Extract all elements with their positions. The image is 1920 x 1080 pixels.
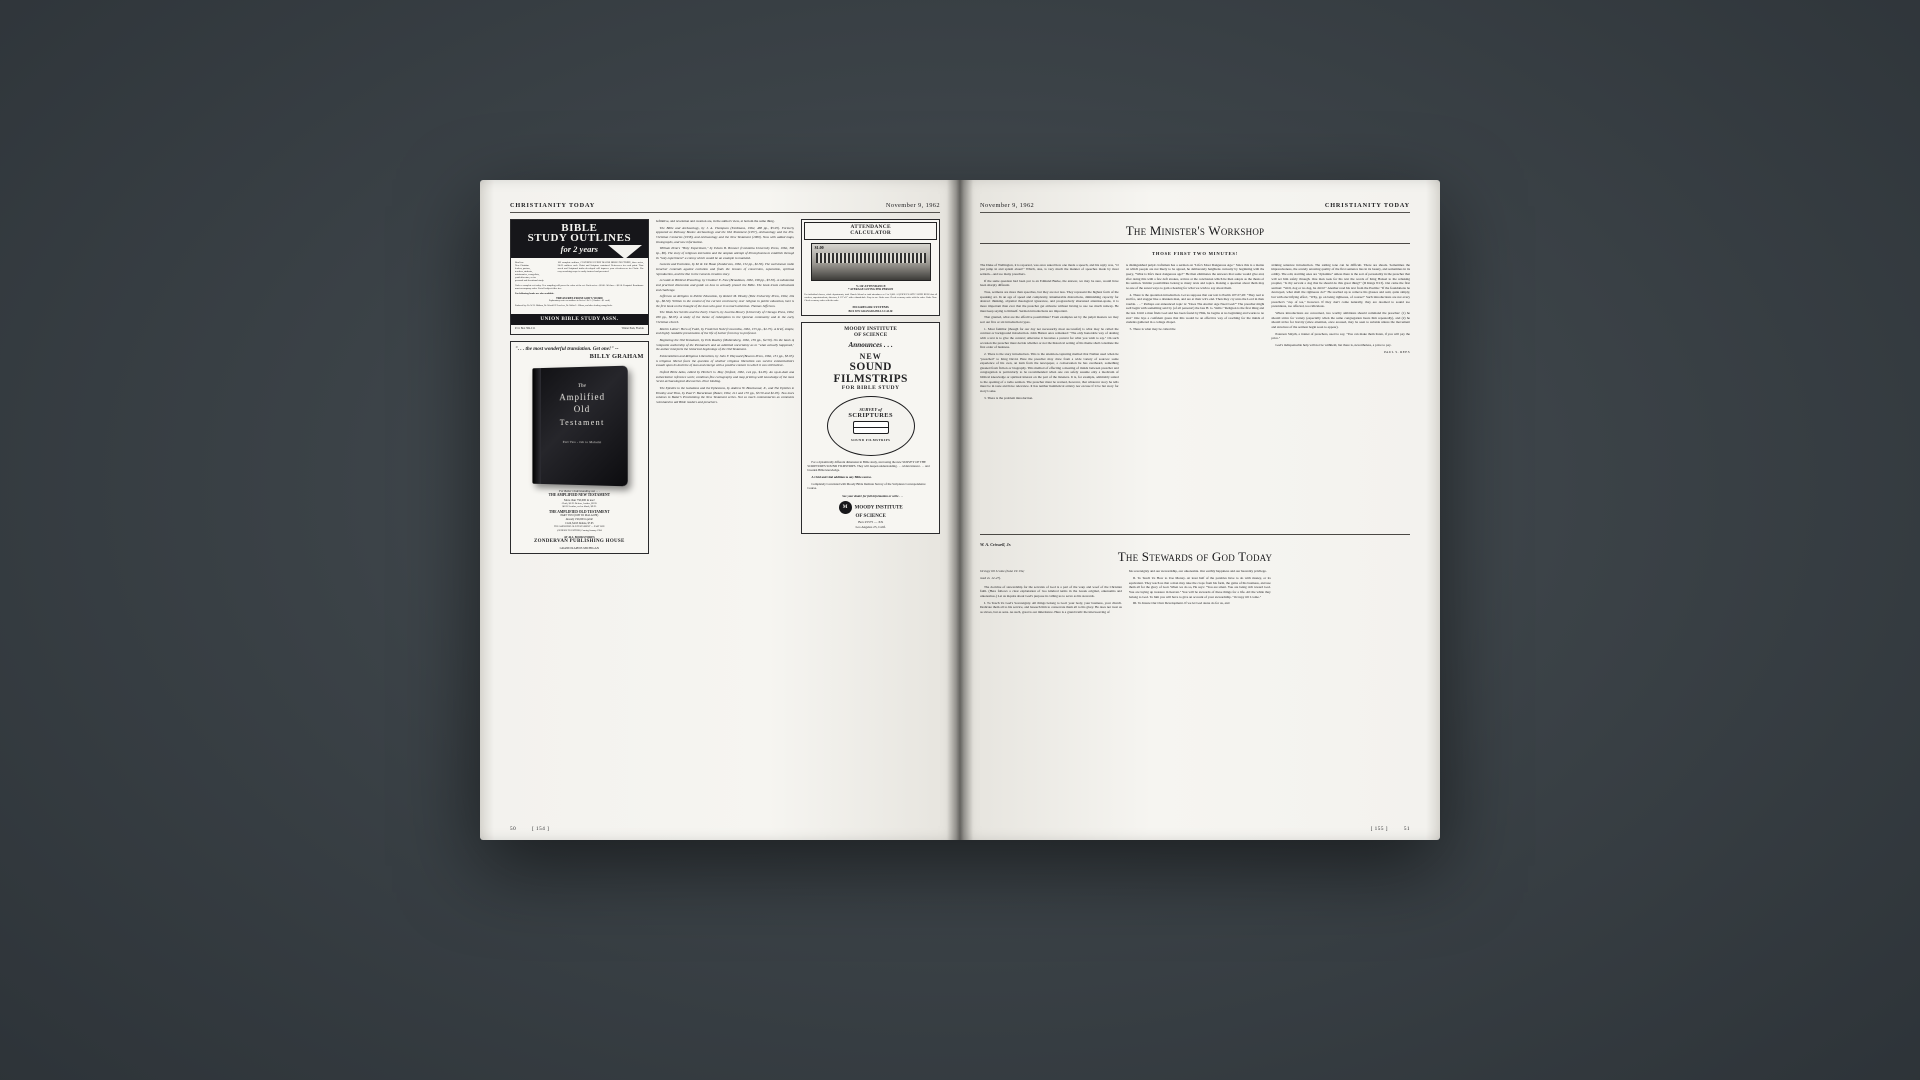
- ad-attendance-body: For individual classes, whole departments, total Church School or total attendance or 2 to 2,000. A QUICK PLASTIC SLIDE RULE that all workers, superintendents, directors, 8 1/2"x11" with a thumb-hole. Easy to use. Order now. Check or money order with the order. Order Now. Check or money order with the order.: [804, 294, 938, 302]
- ad-amplified-item1-sub: More than 750,000 in use!: [564, 497, 595, 502]
- ad-amplified-quote: ". . . the most wonderful translation. Get one!" --: [515, 345, 619, 352]
- seal-line3: SCRIPTURES: [848, 411, 893, 419]
- article-paragraph: The Duke of Wellington, it is reported, was once asked how one made a speech, and his reply was, "O just jump in and splash about!" Which, alas, is very much the manner of speeches made by most seldom—and too many preachers.: [980, 262, 1119, 276]
- ad-bible-study-col2: 102 complete outlines, COVERING EVERY MAJOR BIBLE DOCTRINE, three series, 24-25 outlines each. Christ and Scripture contained. References for each point. Time saved and Scriptural truths developed will improve your effectiveness for Christ. Use easy-searching scope in easily fortered and presented.: [557, 261, 644, 274]
- ad-amplified-item2-note: THE AMPLIFIED OLD TESTAMENT — PART ONE: [554, 526, 605, 529]
- feature1-column-3: [1271, 263, 1410, 528]
- ad-bible-study-line1: BIBLE: [561, 222, 598, 234]
- article-paragraph: Paterson Smyth, a trainer of preachers, used to say, "You can make them listen, if you will pay the price.": [1271, 331, 1411, 341]
- ad-attendance-title1: ATTENDANCE: [850, 224, 891, 230]
- feature2-byline: W. A. Criswell, Jr.: [980, 542, 1012, 548]
- ad-amplified-tagline: For Better Understanding use . . .: [559, 488, 600, 493]
- seal-line1: SURVEY of: [859, 407, 882, 413]
- magazine-spread: [480, 180, 1440, 840]
- open-book-icon: [853, 421, 889, 434]
- feature1-signoff: PAUL S. REES: [1384, 349, 1411, 354]
- feature2-epigraph-line1: Occupy till I come (Luke 19:13a;: [980, 569, 1025, 574]
- article-paragraph: Where introductions are concerned, two worthy ambitions should command the preacher: (1) he should strive for variety (especially when the same congregation hears him repeatedly), and (2) he should strive for brevity (since attention, once aroused, may be seen to subside unless the movement and structure of the sermon begin soon to appear).: [1271, 310, 1411, 329]
- feature-subtitle: THOSE FIRST TWO MINUTES!: [1151, 250, 1239, 256]
- ad-amplified-item2: THE AMPLIFIED OLD TESTAMENT: [549, 509, 610, 514]
- article-paragraph: 1. Most familiar (though for our day not necessarily most successful) is what may be called the contrast or background introduction. John Hutton once remarked: "The only honorable way of dealing with a text is to give the context; otherwise it becomes a pretext for what you wish to say." On such occasion the preacher must decide whether or not the historical setting of his theme shall constitute the first order of business.: [980, 326, 1119, 350]
- ad-bible-study-line2: STUDY OUTLINES: [527, 232, 632, 245]
- article-paragraph: That granted, what are the effective possibilities? From examples set by the pulpit masters we may sort out five or six introduction types.: [980, 315, 1119, 324]
- ad-attendance-address: BOX 3072 GRANADA HILLS CALIF.: [848, 309, 893, 313]
- review-paragraph: Oxford Bible Atlas, edited by Herbert G. May (Oxford, 1962, 144 pp., $4.95). An up-to-date and authoritative reference work; combines fine cartography and map printing with knowledge of the most recent archaeological discoveries. Poor binding.: [655, 369, 795, 384]
- left-column-ads: [510, 219, 649, 809]
- review-paragraph: The Epistles to the Galatians and the Ephesians, by Andrew W. Blackwood, Jr., and The Epistles to Timothy and Titus, by Paul F. Barackman (Baker, 1962, 211 and 155 pp., $3.50 and $2.95). Two more volumes in Baker's Proclaiming the New Testament series. Not so much commentaries as comments calculated to aid Bible readers and preachers.: [655, 385, 795, 404]
- review-paragraph: A Guide to Biblical Preaching, by Chalmer E. Faw (Broadman, 1962, 198 pp., $3.50). A substantial and practical discussion and guide on how to actually preach the Bible. The book treats enthusiasm and challenge.: [655, 278, 795, 292]
- left-page: [480, 180, 960, 840]
- ad-amplified-item1: THE AMPLIFIED NEW TESTAMENT: [548, 492, 611, 497]
- ad-attendance-company: MCGREGOR SYSTEMS: [852, 304, 889, 309]
- article-paragraph: striking sentence introduction. The sailing tone can be difficult. There are shoals. Sometimes the impressiveness, the acutely arresting quality of the first sentence lies in its beauty, and sometimes in its oddity. The odd, startling ones are "dynamite" unless there is the sort of personality in the preacher that will set him safely through. One man took for his text the words of King Hansel to the rebuking prophet, "Is thy servant a dog that he should do this great thing?" (II Kings 8:13). Out came the first sermon: "Well, dog or no dog, he did it!" Another read his text from the Psalms: "If the foundations be destroyed, what shall the righteous do?" He reached up to remove his glasses and said, quite simply, but with electrifying effect, "Why, go on being righteous, of course!" Such introductions are not every preacher's "cup of tea," however. If they don't come naturally, they are doomed to sound too pretentious, too affected, too ridiculous.: [1271, 262, 1411, 309]
- review-paragraph: Martin Luther: Hero of Faith, by Frederick Nohl (Concordia, 1962, 155 pp., $2.75). A brief, simple, and highly readable presentation of the life of Luther from boy to professor.: [655, 326, 795, 336]
- ad-bible-study-endorsements: Endorsed by: Dr. W. B. Oldham, Dr. Wendell P. Loveless, Dr. Walter L. Wilson, and other leading evangelicals.: [515, 304, 613, 307]
- book-illustration: [533, 365, 628, 486]
- moody-logo-icon: M: [839, 501, 852, 514]
- ad-moody-city: Los Angeles 25, Calif.: [855, 524, 886, 529]
- ad-bible-study-note3: Explanatory notes on outlines in Series 1 & 2. (3 books—$1 each): [548, 299, 610, 302]
- article-paragraph: III. To Insure Our Own Development. If we let God alone do for us, and: [1132, 601, 1230, 606]
- book-title-line4: Testament: [559, 417, 606, 427]
- ad-moody-new: NEW: [859, 352, 882, 362]
- calculator-illustration: [811, 243, 931, 281]
- divider: [980, 243, 1410, 244]
- ad-bible-study-line3: for 2 years: [560, 243, 598, 254]
- review-paragraph: Beginning the Old Testament, by Erik Routley (Muhlenberg, 1962, 159 pp., $2.50). On the basis of composite authorship of the Pentateuch and an admitted uncertainty as to "what actually happened," the author interprets the historical beginnings of the Old Testament.: [655, 337, 795, 352]
- article-paragraph: 5. There is what may be called the: [1129, 326, 1176, 331]
- ad-amplified-item1-price2: $6.95 Leather, red or black, $9.95: [562, 505, 597, 509]
- book-title-line2: Amplified: [559, 390, 606, 402]
- survey-seal-icon: [827, 396, 915, 456]
- left-running-head-date: November 9, 1962: [885, 202, 940, 209]
- feature2-column-1: [980, 569, 1122, 799]
- ad-amplified-item2-sub: PART TWO (JOB TO MALACHI): [560, 514, 599, 518]
- ad-bible-study-company: UNION BIBLE STUDY ASSN.: [511, 314, 648, 325]
- feature1-column-1: [980, 263, 1119, 528]
- review-paragraph: The Bible and Archaeology, by J. A. Thompson (Eerdmans, 1962, 468 pp., $5.95). Formerly appeared as Pathway Books: Archaeology and the Old Testament (1957), Archaeology and the Pre-Christian Centuries (1958), and Archaeology and the New Testament (1960). Now with added maps, photographs, and new information.: [655, 225, 795, 244]
- ad-moody-announces: Announces . . .: [848, 341, 893, 350]
- ad-amplified-city: GRAND RAPIDS MICHIGAN: [559, 545, 600, 550]
- ad-moody-institute[interactable]: [801, 322, 940, 534]
- ad-moody-p4: See your dealer for full information or write . . .: [842, 493, 904, 498]
- ad-amplified-item2-sub2: Already 150,000 in print!: [565, 518, 594, 522]
- ad-bible-study-col3: Order a complete set today. Or a sampling will prove the value of the set. Each series—$2.00. All three—$5.50. Postpaid. Remittance must accompany order. List all subject titles free.: [515, 284, 644, 291]
- right-page: [960, 180, 1440, 840]
- book-title-line3: Old: [574, 403, 591, 414]
- feature2-epigraph-line2: read vv. 12-27).: [980, 576, 1001, 581]
- feature2-columns: [980, 569, 1410, 799]
- article-paragraph: A distinguished pulpit craftsman has a sermon on "Life's Most Dangerous Age." Since this is a matter on which people are not likely to be agreed, he deliberately heightens curiosity by beginning with the query, "What is life's most dangerous age?" He then eliminates the answers that some would give and, after doing this with a few deft strokes, arrives at the conclusion which he then adopts as the thesis of his sermon. Similar possibilities belong to many texts and topics. Raising a question about them may be one of the surest ways to gain a hearing for what we wish to say about them.: [1125, 262, 1265, 290]
- feature-title-stewards-of-god: The Stewards of God Today: [1117, 549, 1273, 565]
- review-paragraph: definitive, and revelation and creation are, in the author's view, at bottom the same thing.: [655, 219, 775, 223]
- ad-attendance-sub2: * AVERAGE GIVING PER PERSON: [848, 288, 894, 292]
- review-paragraph: Genesis and Evolution, by M. R. De Haan (Zondervan, 1962, 152 pp., $2.50). The well-known radio preacher contends against evolution and finds the lessons of conversion, separation, spiritual reproduction, and the like in the Genesis creation story.: [655, 262, 795, 276]
- article-paragraph: his sovereignty and our stewardship, our oikonomia. Our earthly happiness and our heavenly privilege.: [1128, 569, 1267, 574]
- ad-bible-study-banner: [511, 220, 648, 258]
- feature-title-ministers-workshop: The Minister's Workshop: [1125, 223, 1265, 238]
- feature2-column-2: [1129, 569, 1271, 799]
- ad-amplified-item1-price: Cloth, $5.95 Deluxe, leather, $9.95: [561, 501, 597, 505]
- article-paragraph: II. To Teach Us How to Use Money. At least half of the parables have to do with money, or its equivalent. They teach us that a man may take the crops from his farm, the gains of his business, and use them all for the glory of God. When we do so, He says: "You are smart. You are being rich toward God. You are laying up treasure in heaven." You will be stewards of these things for a life. All the while they belong to God. To him you will have to give an account of your stewardship. "Occupy till I come.": [1128, 576, 1271, 599]
- article-paragraph: The doctrine of stewardship for the servants of God is a part of the warp and woof of the Christian faith. (Here follows a clear explanation of two kindred terms in the Greek original, oikonomia and oikonomos.) Let us inquire about God's purpose in calling us to serve as his stewards.: [980, 584, 1122, 598]
- divider: [980, 534, 1410, 535]
- ad-bible-study-po-box: P. O. Box 384-C11: [515, 326, 536, 330]
- review-paragraph: William Penn's "Holy Experiment," by Edwin B. Bronner (Columbia University Press, 1962, 306 pp., $6). The story of religious toleration and the utopian attempt of Pennsylvania to establish through its "holy experiment" a colony which would be an example to mankind.: [655, 246, 795, 260]
- article-paragraph: God's indispensable help will not be withheld, but there is, nevertheless, a price to pay.: [1275, 343, 1392, 347]
- left-running-head: [510, 202, 940, 213]
- ad-moody-big1: SOUND: [849, 361, 892, 374]
- ad-attendance-price: $1.00: [814, 244, 824, 250]
- right-running-head: [980, 202, 1410, 213]
- article-paragraph: 4. There is the quotation introduction. Let us suppose that our text is Psalm 107:27,28: "They reel to and fro, and stagger like a drunken man, and are at their wit's end. Then they cry unto the Lord in their trouble. . . ." Perhaps our announced topic is: "Does The Atomic Age Need God?" The preacher might well begin with something said by (of all persons!) the late H. G. Wells: "Religion is the first thing and the last. Until a man finds God and has been found by Him, he begins at no beginning and works to no end." One lays a confident guess that this would be an effective way of reaching for the minds of students gathered in a college chapel.: [1125, 292, 1265, 325]
- left-column-ads-2: [801, 219, 940, 809]
- article-paragraph: 2. There is the story introduction. This is the attention-capturing method that Nathan used when he "preached" to King David. Here the preacher may draw from a wide variety of sources: some experience of his own, an item from the newspaper, a conversation he has overheard, something gleaned from fiction or biography. This method of effecting a meeting of minds between preacher and congregation is particularly to be recommended when one can safely assume only a modicum of biblical knowledge or spiritual interest on the part of the listeners. It is, for example, admirably suited to the opening of a radio sermon. The preacher must be warned, however, that whatever story he tells must be in taste and have relevance. It has neither homiletical artistry nor excuse if it be but story for story's sake.: [980, 351, 1119, 393]
- right-folio-bracket: [ 155 ]: [1370, 826, 1388, 832]
- seal-line4: SOUND FILMSTRIPS: [850, 438, 891, 443]
- ad-amplified-store: AT ALL BOOKSTORES: [563, 534, 595, 539]
- ad-amplified-bible[interactable]: [510, 341, 649, 554]
- ad-amplified-endorser: BILLY GRAHAM: [589, 352, 644, 360]
- ad-moody-foot1: MOODY INSTITUTE: [854, 505, 903, 511]
- slide-rule-scale: [816, 253, 926, 263]
- article-paragraph: I. To Teach Us God's Sovereignty. All things belong to God: your body, your business, your church. Dedicate them all to his service, and beseech him to consecrate them all to his glory. He does not treat us as slaves, but as sons. As such, great is our inheritance. Here is a grand truth: the interweaving of: [980, 600, 1122, 615]
- article-paragraph: True, sermons are more than speeches, but they are not less. They represent the highest form of the speaking art. In an age of speed and complexity, innumerable distractions, diminishing capacity for abstract thinking, abysmal theological ignorance, and progressively shortened attention-spans, it is more important than ever that the preacher get airborne without having to use too much runway. He must keep saying to himself. Sermon introductions are important.: [980, 290, 1119, 313]
- ad-bible-study-col1: Ideal for: New Christian leaders, pastors, teachers, students, missionaries, evangelists, youth directors, or for personal and devotional study.: [515, 261, 545, 283]
- book-spine: [533, 368, 542, 484]
- review-paragraph: The Weak See Scrolls and the Early Church, by Lucetta Mowry (University of Chicago Press, 1962, 260 pp., $6.95). A study of the theme of redemption in the Qumran community and in the early Christian church.: [655, 310, 795, 324]
- article-paragraph: If the same question had been put to an Edmund Burke, the answer, we may be sure, would have been sharply different.: [980, 278, 1119, 288]
- ad-amplified-item2-note2: (GENESIS TO ESTHER) Coming January 1964: [557, 529, 602, 532]
- ad-amplified-publisher: ZONDERVAN PUBLISHING HOUSE: [534, 538, 625, 544]
- ad-moody-line2: OF SCIENCE: [853, 332, 888, 339]
- ad-moody-foot2: OF SCIENCE: [855, 513, 886, 519]
- feature1-column-2: [1126, 263, 1265, 528]
- ad-bible-study-outlines[interactable]: [510, 219, 649, 335]
- ad-moody-sub: FOR BIBLE STUDY: [841, 385, 900, 392]
- ad-bible-study-city: Winter Park, Florida: [621, 326, 644, 330]
- right-running-head-date: November 9, 1962: [980, 202, 1035, 209]
- left-folio-bracket: [ 154 ]: [532, 826, 550, 832]
- triangle-icon: [608, 245, 642, 259]
- ad-moody-p1: For a dynamically different dimension in Bible study, start using the new SURVEY OF THE SCRIPTURES SOUND FILMSTRIPS. They will deepen understanding . . . widen interest . . . and broaden Bible knowledge.: [807, 459, 930, 472]
- review-paragraph: Existentialism and Religious Liberalism, by John F. Hayward (Beacon Press, 1962, 131 pp., $3.95). A religious liberal faces the question of whether religious liberalism can survive existentialism's assault upon its doctrine of man and emerge with a positive content in which it can still believe.: [655, 353, 795, 368]
- left-running-head-title: CHRISTIANITY TODAY: [510, 202, 596, 209]
- book-title-line1: The: [578, 382, 587, 389]
- feature1-columns: [980, 263, 1410, 528]
- article-paragraph: 3. There is the problem introduction.: [984, 395, 1034, 400]
- feature2-column-3: [1278, 569, 1410, 799]
- ad-attendance-calculator[interactable]: [801, 219, 940, 316]
- ad-moody-p2: A vivid and vital addition to any Bible course.: [811, 475, 872, 480]
- book-title-line5: Part Two - Job to Malachi: [563, 439, 602, 445]
- left-page-columns: [510, 219, 940, 809]
- book-review-column: [656, 219, 795, 809]
- review-paragraph: Jefferson on Religion in Public Education, by Robert M. Healey (Yale University Press, 1962, 294 pp., $6.50). Written in the context of the current controversy over religion in public education, here is the first book on the thought of the man who gave it so much attention. Thomas Jefferson.: [655, 294, 795, 308]
- left-folio-number: 50: [510, 826, 517, 832]
- ad-bible-study-note2: TREASURES FROM GOD'S WORD: [556, 295, 603, 300]
- ad-attendance-title2: CALCULATOR: [850, 229, 892, 236]
- ad-attendance-sub1: % OF ATTENDANCE: [855, 283, 886, 288]
- ad-bible-study-note: For following books are also available:: [515, 292, 555, 296]
- right-running-head-title: CHRISTIANITY TODAY: [1324, 202, 1410, 209]
- ad-moody-box: Box 25575 — XX: [858, 520, 884, 525]
- ad-moody-line1: MOODY INSTITUTE: [844, 326, 898, 333]
- ad-amplified-item2-price: Cloth, $4.95 Deluxe, $7.95: [565, 521, 594, 525]
- ad-moody-p3: Completely Correlated with Moody Bible Institute Survey of the Scriptures Correspondence Course.: [807, 482, 926, 491]
- right-folio-number: 51: [1403, 826, 1410, 832]
- ad-moody-big2: FILMSTRIPS: [833, 372, 908, 385]
